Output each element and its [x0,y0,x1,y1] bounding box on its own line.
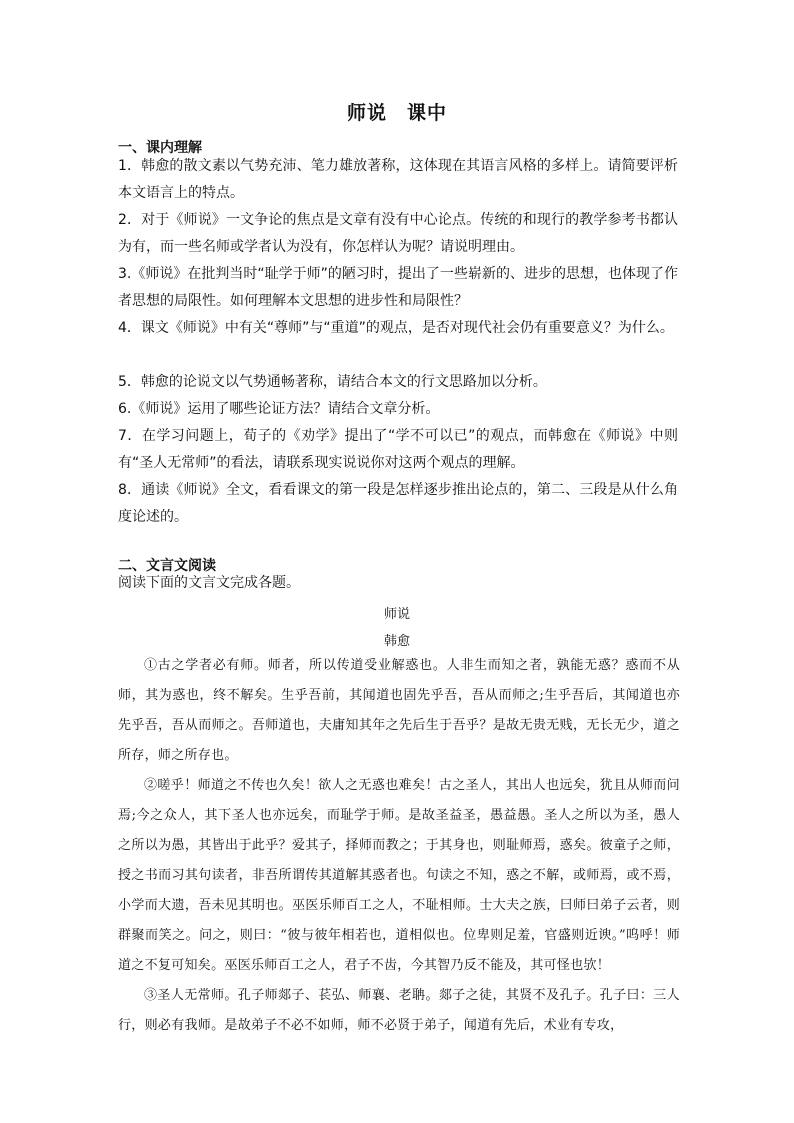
passage-paragraph-3: ③圣人无常师。孔子师郯子、苌弘、师襄、老聃。郯子之徒，其贤不及孔子。孔子曰：三人行，则必有我师。是故弟子不必不如师，师不必贤于弟子，闻道有先后，术业有专攻， [118,988,680,1033]
passage-paragraph-1: ①古之学者必有师。师者，所以传道受业解惑也。人非生而知之者，孰能无惑？惑而不从师，其为惑也，终不解矣。生乎吾前，其闻道也固先乎吾，吾从而师之;生乎吾后，其闻道也亦先乎吾，吾从而师之。吾师道也，夫庸知其年之先后生于吾乎？是故无贵无贱，无长无少，道之所存，师之所存也。 [118,658,680,763]
section-2-heading: 二、文言文阅读 [118,558,216,574]
passage-author: 韩愈 [383,634,410,649]
question-1: 1．韩愈的散文素以气势充沛、笔力雄放著称，这体现在其语言风格的多样上。请简要评析本文语言上的特点。 [118,158,678,201]
document-title: 师说 课中 [346,102,447,124]
question-6: 6.《师说》运用了哪些论证方法？请结合文章分析。 [118,401,440,417]
section-1-heading: 一、课内理解 [118,140,202,156]
question-2: 2．对于《师说》一文争论的焦点是文章有没有中心论点。传统的和现行的教学参考书都认为有，而一些名师或学者认为没有，你怎样认为呢？请说明理由。 [118,212,678,255]
passage-paragraph-2: ②嗟乎！师道之不传也久矣！欲人之无惑也难矣！古之圣人，其出人也远矣，犹且从师而问焉;今之众人，其下圣人也亦远矣，而耻学于师。是故圣益圣，愚益愚。圣人之所以为圣，愚人之所以为愚，其皆出于此乎？爱其子，择师而教之；于其身也，则耻师焉，惑矣。彼童子之师，授之书而习其句读者，非吾所谓传其道解其惑者也。句读之不知，惑之不解，或师焉，或不焉，小学而大遗，吾未见其明也。巫医乐师百工之人，不耻相师。士大夫之族，曰师曰弟子云者，则群聚而笑之。问之，则曰：“彼与彼年相若也，道相似也。位卑则足羞，官盛则近谀。”呜呼！师道之不复可知矣。巫医乐师百工之人，君子不齿，今其智乃反不能及，其可怪也欤！ [118,778,680,973]
reading-instruction: 阅读下面的文言文完成各题。 [118,575,300,591]
question-8: 8．通读《师说》全文，看看课文的第一段是怎样逐步推出论点的，第二、三段是从什么角度论述的。 [118,482,678,525]
question-5: 5．韩愈的论说文以气势通畅著称，请结合本文的行文思路加以分析。 [118,374,547,390]
question-4: 4．课文《师说》中有关“尊师”与“重道”的观点，是否对现代社会仍有重要意义？为什么。 [118,320,674,336]
question-3: 3.《师说》在批判当时“耻学于师”的陋习时，提出了一些崭新的、进步的思想，也体现了作者思想的局限性。如何理解本文思想的进步性和局限性？ [118,266,678,309]
passage-title: 师说 [383,607,410,622]
question-7: 7．在学习问题上，荀子的《劝学》提出了“学不可以已”的观点，而韩愈在《师说》中则有“圣人无常师”的看法，请联系现实说说你对这两个观点的理解。 [118,428,678,471]
